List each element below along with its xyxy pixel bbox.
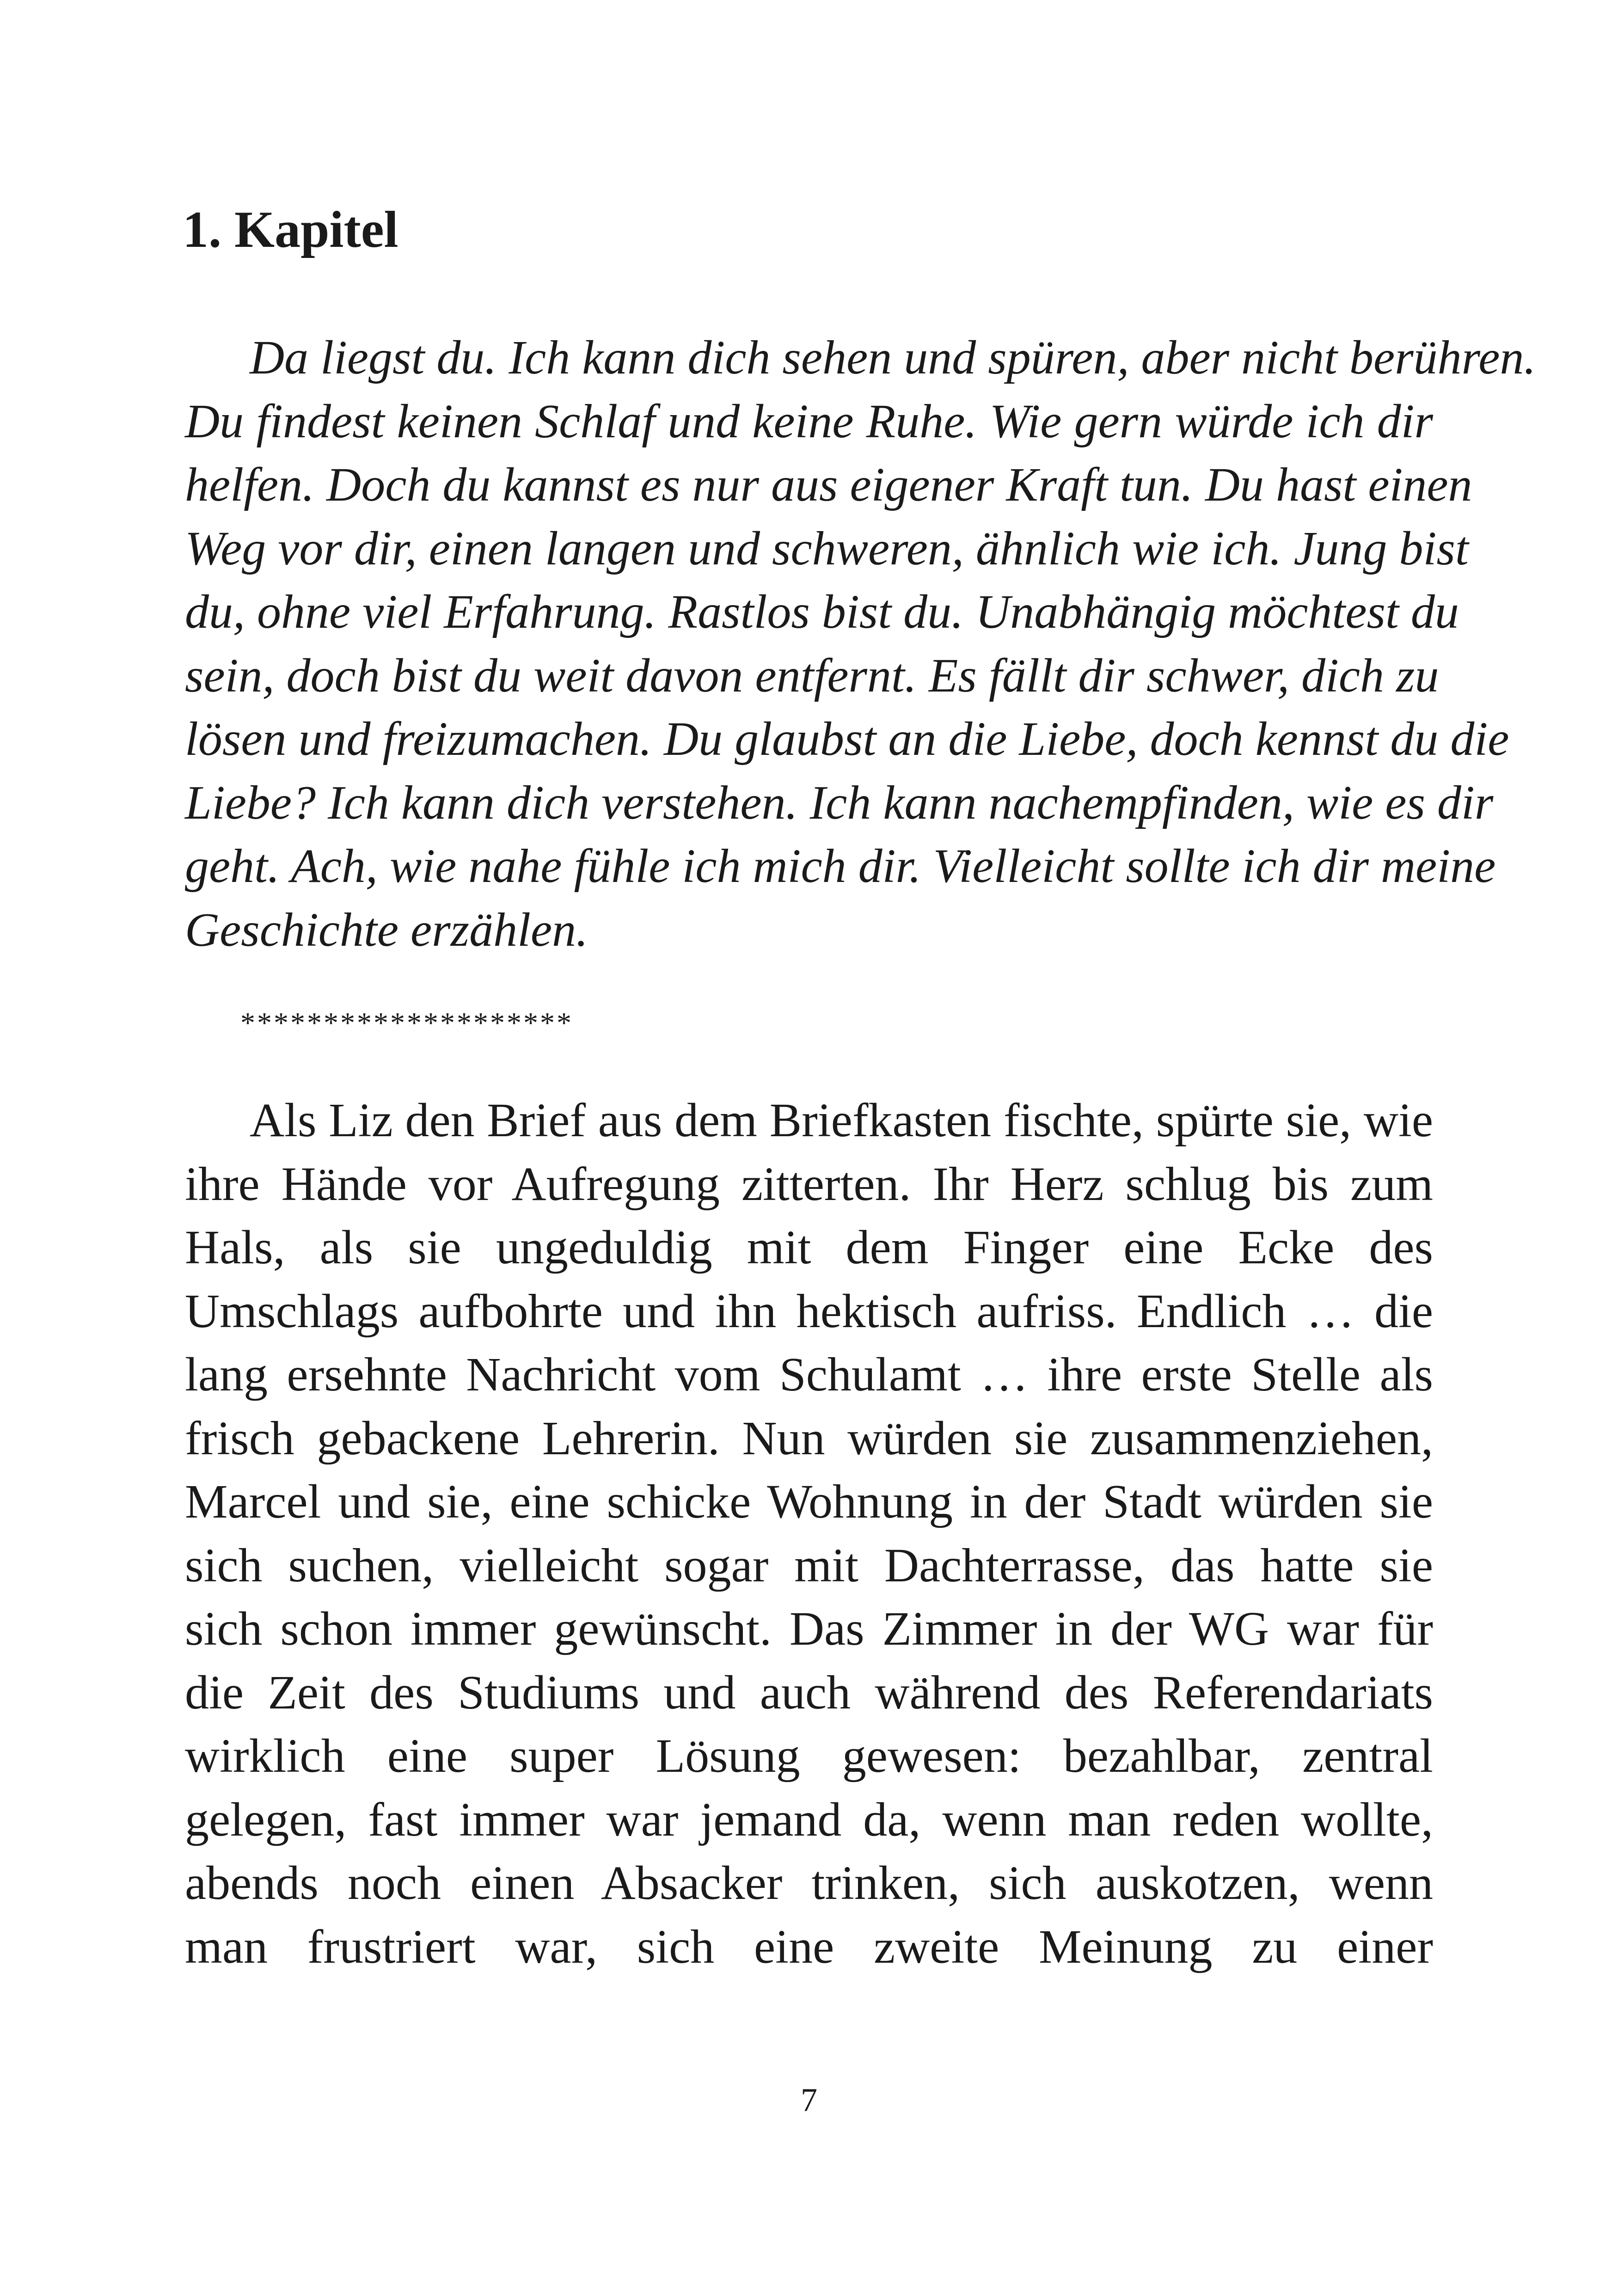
intro-paragraph — [185, 326, 1536, 961]
chapter-title: 1. Kapitel — [183, 201, 398, 258]
body-line: Als Liz den Brief aus dem Briefkasten fischte, spürte sie, wie — [250, 1094, 1433, 1147]
intro-line: Liebe? Ich kann dich verstehen. Ich kann nachempfinden, wie es dir — [185, 776, 1494, 829]
body-line: Marcel und sie, eine schicke Wohnung in der Stadt würden sie — [185, 1475, 1433, 1528]
body-line: Hals, als sie ungeduldig mit dem Finger eine Ecke des — [185, 1221, 1433, 1274]
body-line: sich schon immer gewünscht. Das Zimmer in der WG war für — [185, 1602, 1433, 1655]
intro-line: Da liegst du. Ich kann dich sehen und spüren, aber nicht berühren. — [250, 331, 1536, 384]
body-paragraph — [185, 1089, 1433, 1978]
body-line: wirklich eine super Lösung gewesen: bezahlbar, zentral — [185, 1729, 1433, 1782]
page-number: 7 — [801, 2082, 817, 2118]
body-line: Umschlags aufbohrte und ihn hektisch aufriss. Endlich … die — [185, 1284, 1433, 1338]
intro-line: Du findest keinen Schlaf und keine Ruhe. Wie gern würde ich dir — [185, 394, 1433, 448]
body-line: man frustriert war, sich eine zweite Meinung zu einer — [185, 1920, 1433, 1973]
intro-line: lösen und freizumachen. Du glaubst an die Liebe, doch kennst du die — [185, 712, 1509, 765]
body-line: die Zeit des Studiums und auch während des Referendariats — [185, 1665, 1433, 1719]
section-separator: ******************** — [240, 1006, 573, 1039]
intro-line: helfen. Doch du kannst es nur aus eigener Kraft tun. Du hast einen — [185, 458, 1472, 511]
intro-line: geht. Ach, wie nahe fühle ich mich dir. Vielleicht sollte ich dir meine — [185, 839, 1496, 893]
intro-line: du, ohne viel Erfahrung. Rastlos bist du. Unabhängig möchtest du — [185, 585, 1459, 638]
intro-line: sein, doch bist du weit davon entfernt. Es fällt dir schwer, dich zu — [185, 649, 1439, 702]
body-line: frisch gebackene Lehrerin. Nun würden sie zusammenziehen, — [185, 1411, 1433, 1465]
body-line: abends noch einen Absacker trinken, sich auskotzen, wenn — [185, 1856, 1433, 1910]
body-line: lang ersehnte Nachricht vom Schulamt … ihre erste Stelle als — [185, 1348, 1433, 1401]
body-line: sich suchen, vielleicht sogar mit Dachterrasse, das hatte sie — [185, 1538, 1433, 1592]
intro-line: Weg vor dir, einen langen und schweren, ähnlich wie ich. Jung bist — [185, 521, 1469, 575]
body-line: gelegen, fast immer war jemand da, wenn man reden wollte, — [185, 1793, 1433, 1846]
body-line: ihre Hände vor Aufregung zitterten. Ihr Herz schlug bis zum — [185, 1157, 1433, 1211]
intro-line: Geschichte erzählen. — [185, 903, 588, 956]
